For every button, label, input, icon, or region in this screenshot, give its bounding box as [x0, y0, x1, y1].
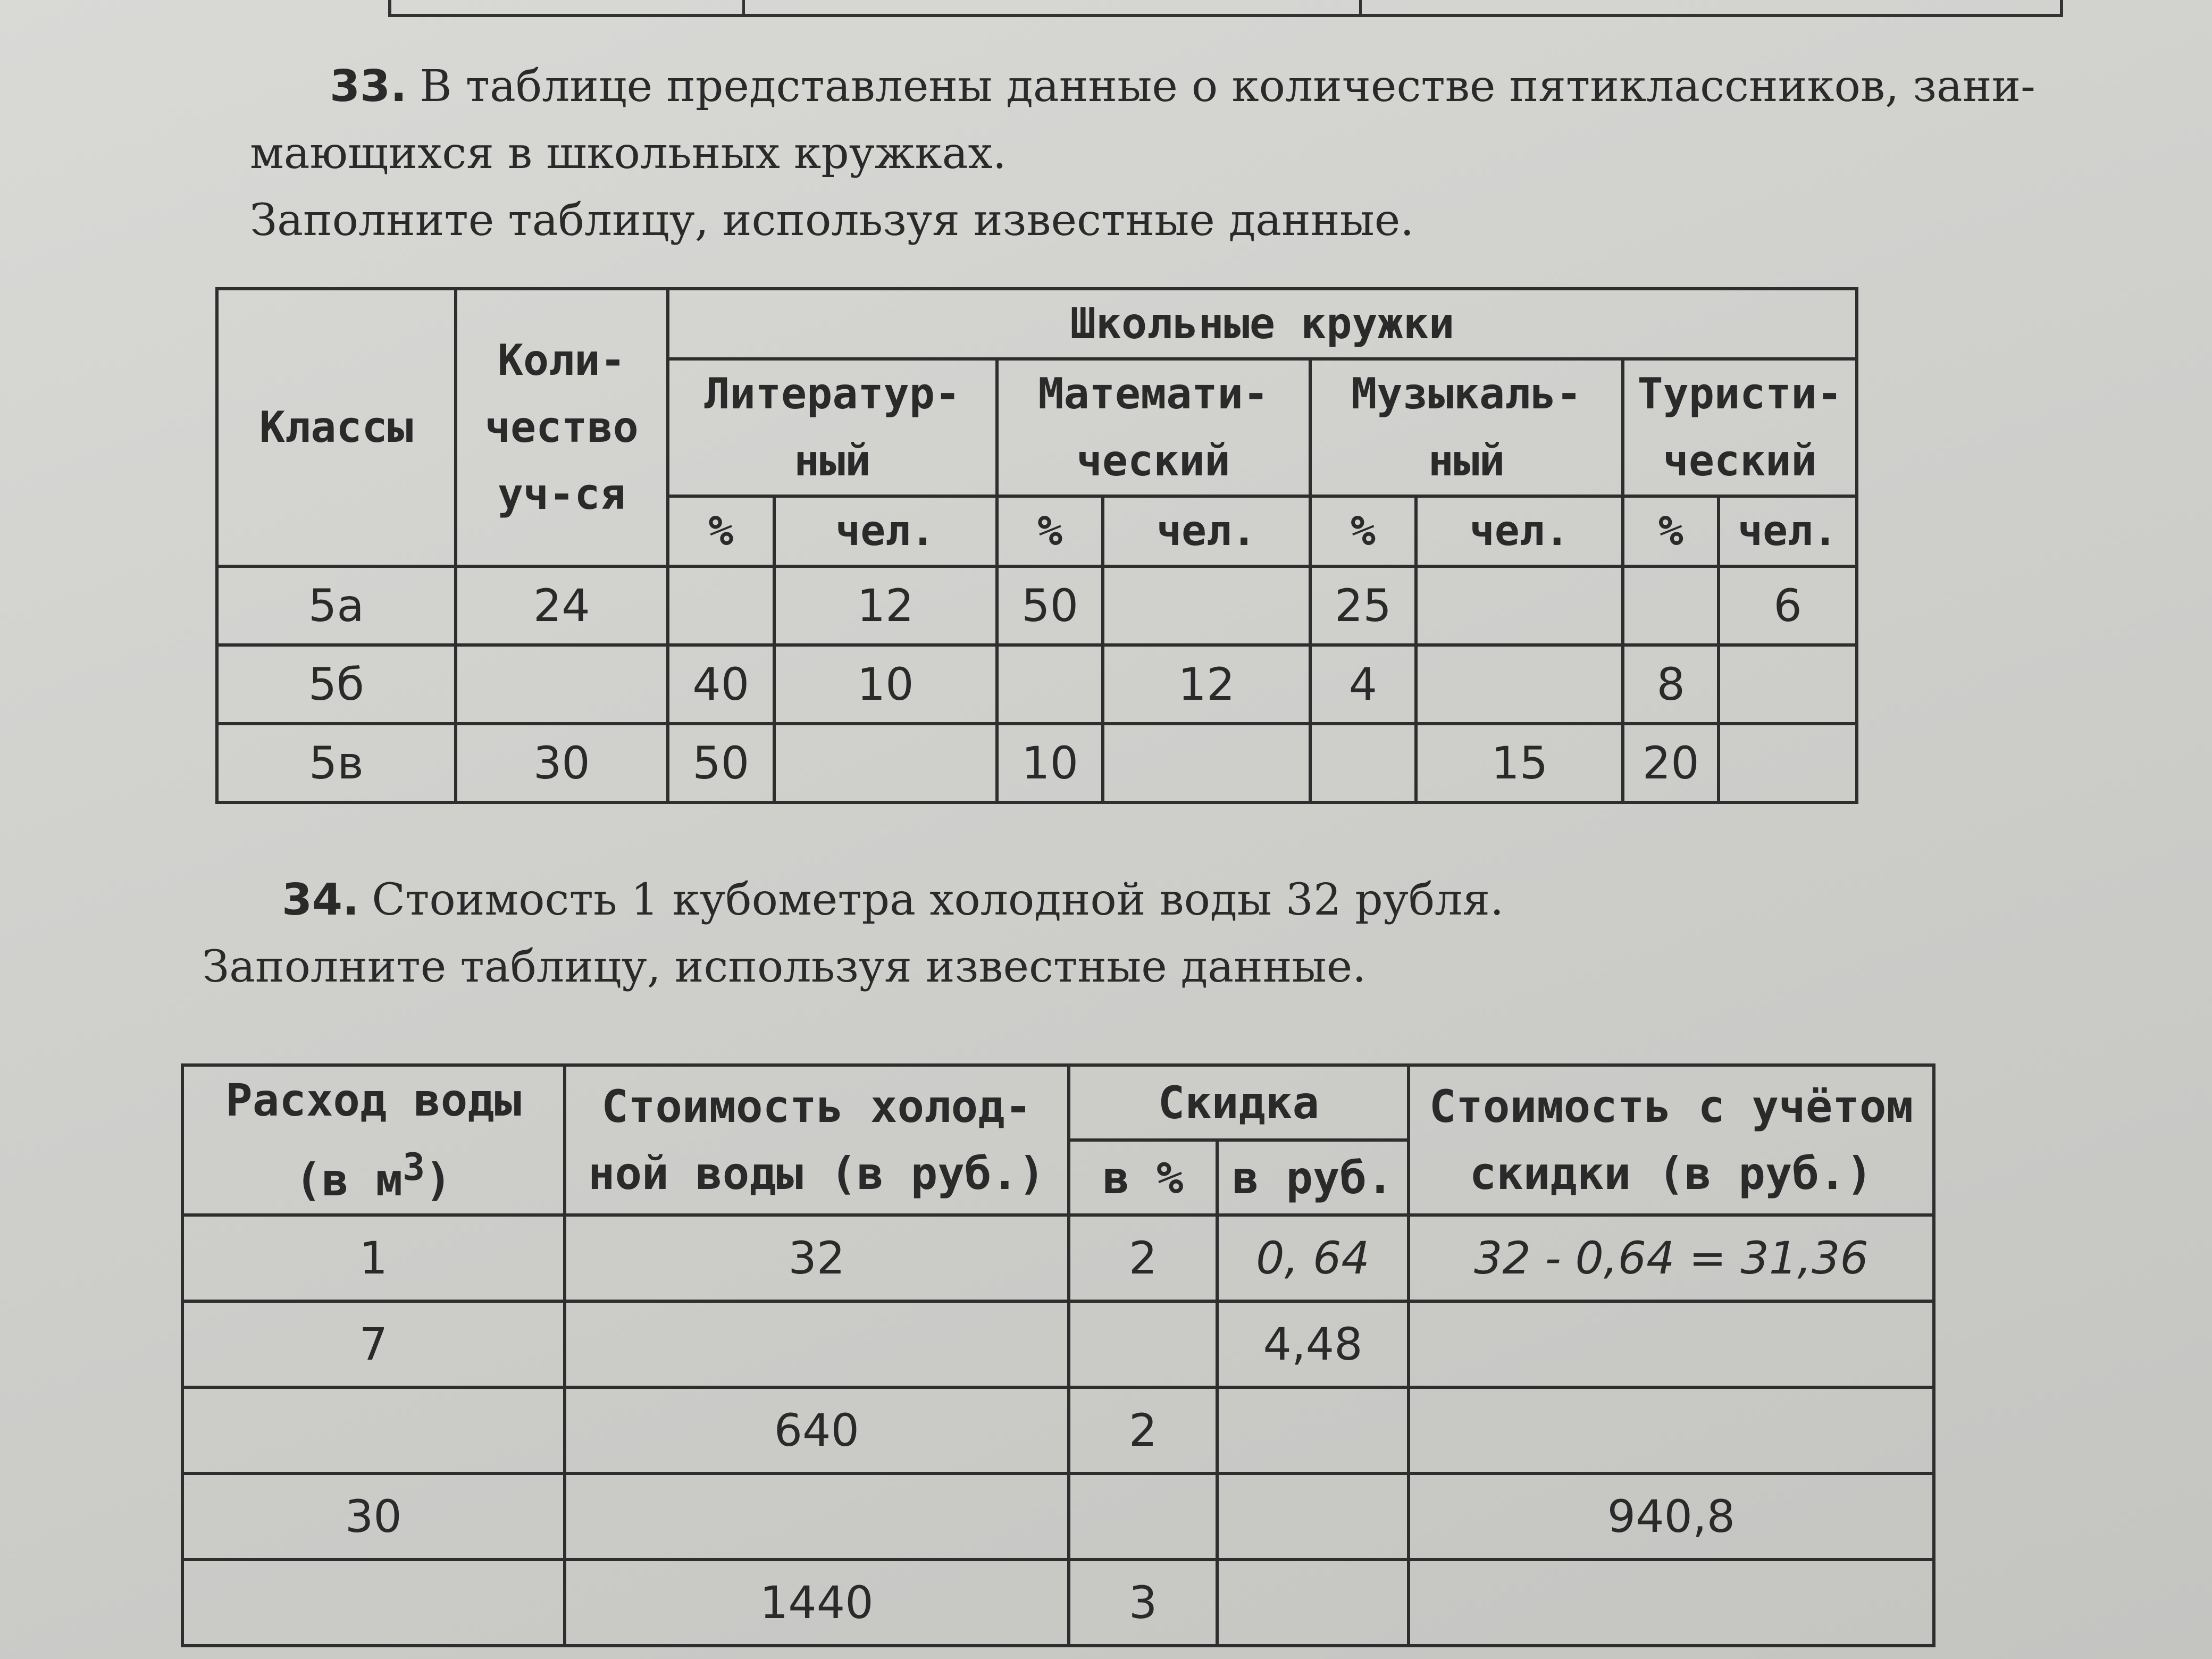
table-row — [182, 1560, 1934, 1646]
table-row — [217, 566, 1857, 645]
header-percent: % — [1623, 496, 1719, 566]
header-lit-line-2: ный — [794, 436, 871, 485]
table-row — [217, 724, 1857, 802]
cell-discount-rub: 0, 64 — [1217, 1215, 1409, 1301]
header-music-line-2: ный — [1428, 436, 1505, 485]
header-count-line-3: уч-ся — [497, 470, 626, 519]
cell-tour-pct — [1623, 566, 1719, 645]
header-student-count — [456, 289, 668, 566]
header-percent: % — [668, 496, 774, 566]
task-34-number: 34. — [282, 875, 359, 925]
table-row — [217, 645, 1857, 724]
table-row — [182, 1215, 1934, 1301]
cell-discount-rub — [1217, 1473, 1409, 1560]
table-row — [182, 1473, 1934, 1560]
header-tour-line-2: ческий — [1663, 436, 1817, 485]
cell-music-pct: 4 — [1310, 645, 1417, 724]
cell-music-pct — [1310, 724, 1417, 802]
table-divider — [1359, 0, 1362, 14]
task-33-number: 33. — [330, 61, 407, 112]
cell-math-people — [1103, 724, 1310, 802]
header-final-line-1: Стоимость с учётом — [1429, 1080, 1914, 1133]
cell-tour-people — [1719, 724, 1857, 802]
cell-lit-pct: 40 — [668, 645, 774, 724]
header-percent: % — [997, 496, 1103, 566]
header-math-line-1: Математи- — [1038, 369, 1269, 418]
header-usage-exponent: 3 — [403, 1145, 425, 1189]
cell-lit-people: 12 — [774, 566, 997, 645]
header-percent: % — [1310, 496, 1417, 566]
cell-tour-pct: 8 — [1623, 645, 1719, 724]
cell-math-pct — [997, 645, 1103, 724]
header-music-line-1: Музыкаль- — [1351, 369, 1582, 418]
task-34 — [202, 867, 1904, 1001]
header-tour-line-1: Туристи- — [1637, 369, 1842, 418]
header-math-line-2: ческий — [1076, 436, 1230, 485]
cell-math-pct: 10 — [997, 724, 1103, 802]
cell-usage — [182, 1560, 565, 1646]
cell-final-cost — [1409, 1560, 1934, 1646]
cell-lit-people: 10 — [774, 645, 997, 724]
cell-discount-rub: 4,48 — [1217, 1301, 1409, 1387]
cell-lit-pct — [668, 566, 774, 645]
cell-lit-pct: 50 — [668, 724, 774, 802]
cell-tour-pct: 20 — [1623, 724, 1719, 802]
header-usage-line-2 — [184, 1134, 563, 1213]
cell-count: 30 — [456, 724, 668, 802]
header-people: чел. — [1103, 496, 1310, 566]
cell-cost: 32 — [565, 1215, 1069, 1301]
header-people: чел. — [774, 496, 997, 566]
header-music-club — [1310, 359, 1623, 496]
table-row — [182, 1301, 1934, 1387]
header-people: чел. — [1719, 496, 1857, 566]
task-33-line-1 — [250, 53, 2035, 120]
cell-math-people — [1103, 566, 1310, 645]
cell-tour-people — [1719, 645, 1857, 724]
cell-music-people: 15 — [1416, 724, 1623, 802]
cell-math-people: 12 — [1103, 645, 1310, 724]
header-cost-line-1: Стоимость холод- — [601, 1080, 1032, 1133]
cell-music-people — [1416, 566, 1623, 645]
header-lit-line-1: Литератур- — [704, 369, 961, 418]
task-33-text-1: В таблице представлены данные о количестве пятиклассников, зани- — [420, 61, 2035, 112]
header-cost-line-2: ной воды (в руб.) — [588, 1147, 1045, 1200]
cell-cost: 640 — [565, 1387, 1069, 1473]
header-discount-percent: в % — [1069, 1140, 1217, 1215]
cell-final-cost: 32 - 0,64 = 31,36 — [1409, 1215, 1934, 1301]
cell-discount-pct: 3 — [1069, 1560, 1217, 1646]
header-literature-club — [668, 359, 997, 496]
cell-usage: 1 — [182, 1215, 565, 1301]
cell-final-cost — [1409, 1387, 1934, 1473]
table-row — [182, 1387, 1934, 1473]
task-34-line-2: Заполните таблицу, используя известные данные. — [202, 942, 1367, 992]
cell-count: 24 — [456, 566, 668, 645]
header-count-line-1: Коли- — [497, 336, 626, 385]
cell-discount-pct: 2 — [1069, 1215, 1217, 1301]
header-discount-rubles: в руб. — [1217, 1140, 1409, 1215]
cell-lit-people — [774, 724, 997, 802]
cell-discount-rub — [1217, 1387, 1409, 1473]
cell-class: 5в — [217, 724, 456, 802]
cell-final-cost — [1409, 1301, 1934, 1387]
cell-discount-pct: 2 — [1069, 1387, 1217, 1473]
cell-usage: 30 — [182, 1473, 565, 1560]
task-33-line-3: Заполните таблицу, используя известные данные. — [250, 195, 1414, 246]
header-usage-close: ) — [425, 1154, 452, 1206]
task-34-text-1: Стоимость 1 кубометра холодной воды 32 рубля. — [372, 875, 1504, 925]
header-math-club — [997, 359, 1310, 496]
header-cold-water-cost — [565, 1065, 1069, 1215]
cell-discount-pct — [1069, 1473, 1217, 1560]
table-divider — [742, 0, 745, 14]
cell-discount-pct — [1069, 1301, 1217, 1387]
cell-discount-rub — [1217, 1560, 1409, 1646]
cell-cost — [565, 1301, 1069, 1387]
cell-cost: 1440 — [565, 1560, 1069, 1646]
task-33-line-2: мающихся в школьных кружках. — [250, 128, 1007, 179]
header-usage-line-1: Расход воды — [225, 1074, 522, 1126]
cell-class: 5б — [217, 645, 456, 724]
clubs-table — [215, 287, 1858, 804]
cell-class: 5а — [217, 566, 456, 645]
cell-music-pct: 25 — [1310, 566, 1417, 645]
header-people: чел. — [1416, 496, 1623, 566]
cell-tour-people: 6 — [1719, 566, 1857, 645]
cell-usage: 7 — [182, 1301, 565, 1387]
task-33 — [250, 53, 2035, 254]
header-school-clubs: Школьные кружки — [668, 289, 1857, 359]
cell-music-people — [1416, 645, 1623, 724]
header-water-usage — [182, 1065, 565, 1215]
previous-table-edge — [388, 0, 2063, 17]
header-count-line-2: чество — [484, 403, 639, 452]
cell-final-cost: 940,8 — [1409, 1473, 1934, 1560]
cell-count — [456, 645, 668, 724]
header-discount: Скидка — [1069, 1065, 1409, 1140]
water-cost-table — [181, 1063, 1936, 1647]
header-final-line-2: скидки (в руб.) — [1469, 1147, 1873, 1200]
cell-cost — [565, 1473, 1069, 1560]
cell-usage — [182, 1387, 565, 1473]
cell-math-pct: 50 — [997, 566, 1103, 645]
task-34-line-1 — [202, 867, 1904, 934]
header-tourism-club — [1623, 359, 1857, 496]
header-usage-unit: (в м — [295, 1154, 403, 1206]
header-cost-with-discount — [1409, 1065, 1934, 1215]
header-classes: Классы — [217, 289, 456, 566]
